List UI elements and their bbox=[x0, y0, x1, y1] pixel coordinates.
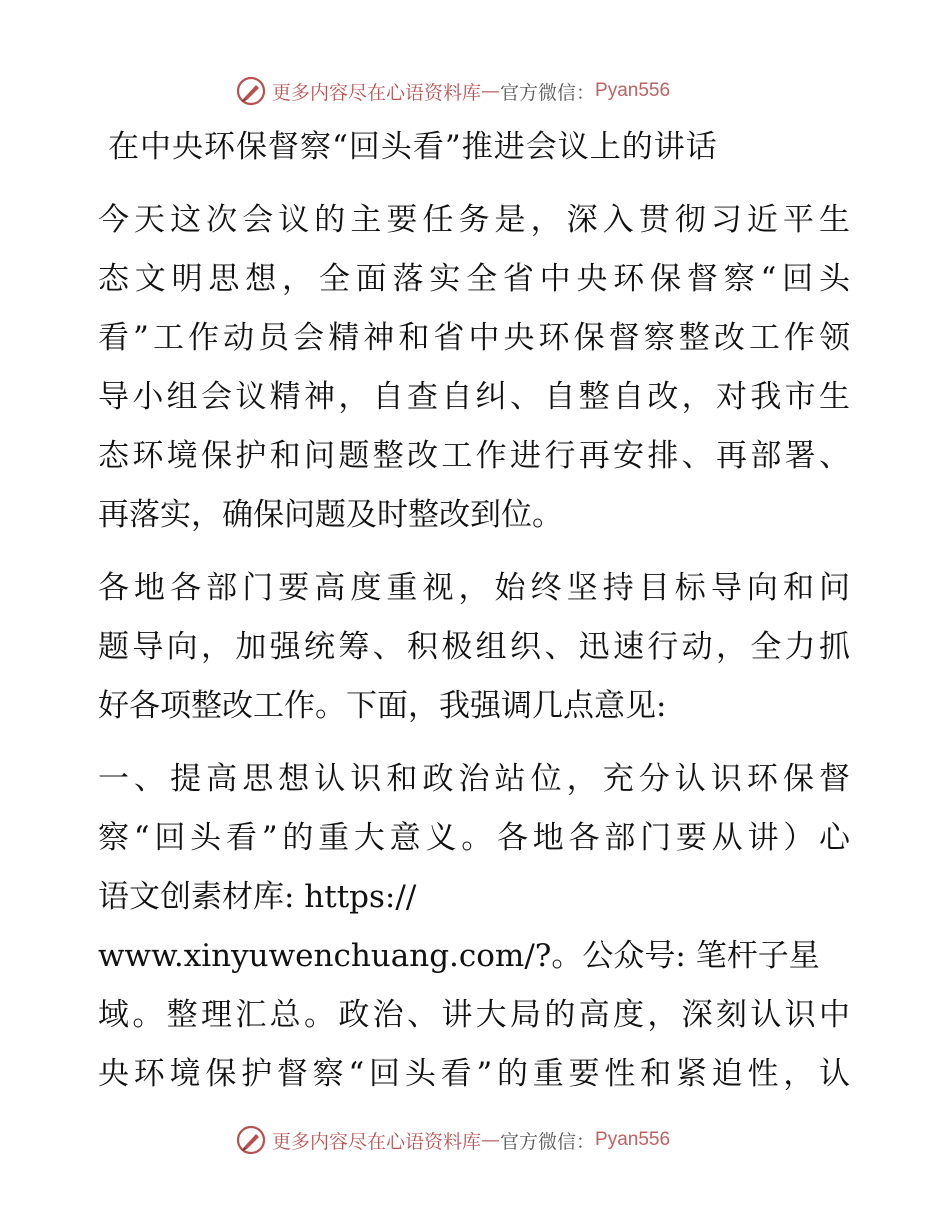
paragraph bbox=[98, 559, 850, 736]
document-body bbox=[98, 191, 850, 1104]
watermark-wechat-label: 官方微信： bbox=[500, 1130, 596, 1153]
header-watermark bbox=[236, 74, 670, 108]
footer-watermark bbox=[236, 1123, 670, 1157]
watermark-wechat-label: 官方微信： bbox=[500, 81, 596, 104]
text-line: 各地各部门要高度重视，始终坚持目标导向和问 bbox=[98, 570, 850, 606]
pen-logo-icon bbox=[236, 76, 266, 106]
text-line: 域。整理汇总。政治、讲大局的高度，深刻认识中 bbox=[98, 997, 850, 1033]
pen-logo-icon bbox=[236, 1125, 266, 1155]
text-line: 一、提高思想认识和政治站位，充分认识环保督 bbox=[98, 761, 850, 797]
text-line: 语文创素材库: https:// bbox=[98, 879, 417, 915]
text-line: 题导向，加强统筹、积极组织、迅速行动，全力抓 bbox=[98, 629, 850, 665]
text-line: 今天这次会议的主要任务是，深入贯彻习近平生 bbox=[98, 202, 850, 238]
watermark-separator: — bbox=[481, 80, 501, 102]
text-line: 再落实，确保问题及时整改到位。 bbox=[98, 497, 563, 533]
text-line: 态环境保护和问题整改工作进行再安排、再部署、 bbox=[98, 438, 850, 474]
paragraph bbox=[98, 750, 850, 1104]
watermark-wechat-id: Pyan556 bbox=[595, 1129, 671, 1150]
text-line: 导小组会议精神，自查自纠、自整自改，对我市生 bbox=[98, 379, 850, 415]
text-line: 好各项整改工作。下面，我强调几点意见: bbox=[98, 688, 667, 724]
watermark-wechat-id: Pyan556 bbox=[595, 80, 671, 101]
text-line: www.xinyuwenchuang.com/?。公众号: 笔杆子星 bbox=[98, 938, 820, 974]
text-line: 央环境保护督察“回头看”的重要性和紧迫性，认 bbox=[98, 1056, 850, 1092]
text-line: 察“回头看”的重大意义。各地各部门要从讲）心 bbox=[98, 820, 850, 856]
watermark-text: 更多内容尽在心语资料库 bbox=[272, 1130, 482, 1153]
text-line: 态文明思想，全面落实全省中央环保督察“回头 bbox=[98, 261, 850, 297]
text-line: 看”工作动员会精神和省中央环保督察整改工作领 bbox=[98, 320, 850, 356]
paragraph bbox=[98, 191, 850, 545]
document-title: 在中央环保督察“回头看”推进会议上的讲话 bbox=[108, 129, 718, 165]
watermark-text: 更多内容尽在心语资料库 bbox=[272, 81, 482, 104]
watermark-separator: — bbox=[481, 1129, 501, 1151]
